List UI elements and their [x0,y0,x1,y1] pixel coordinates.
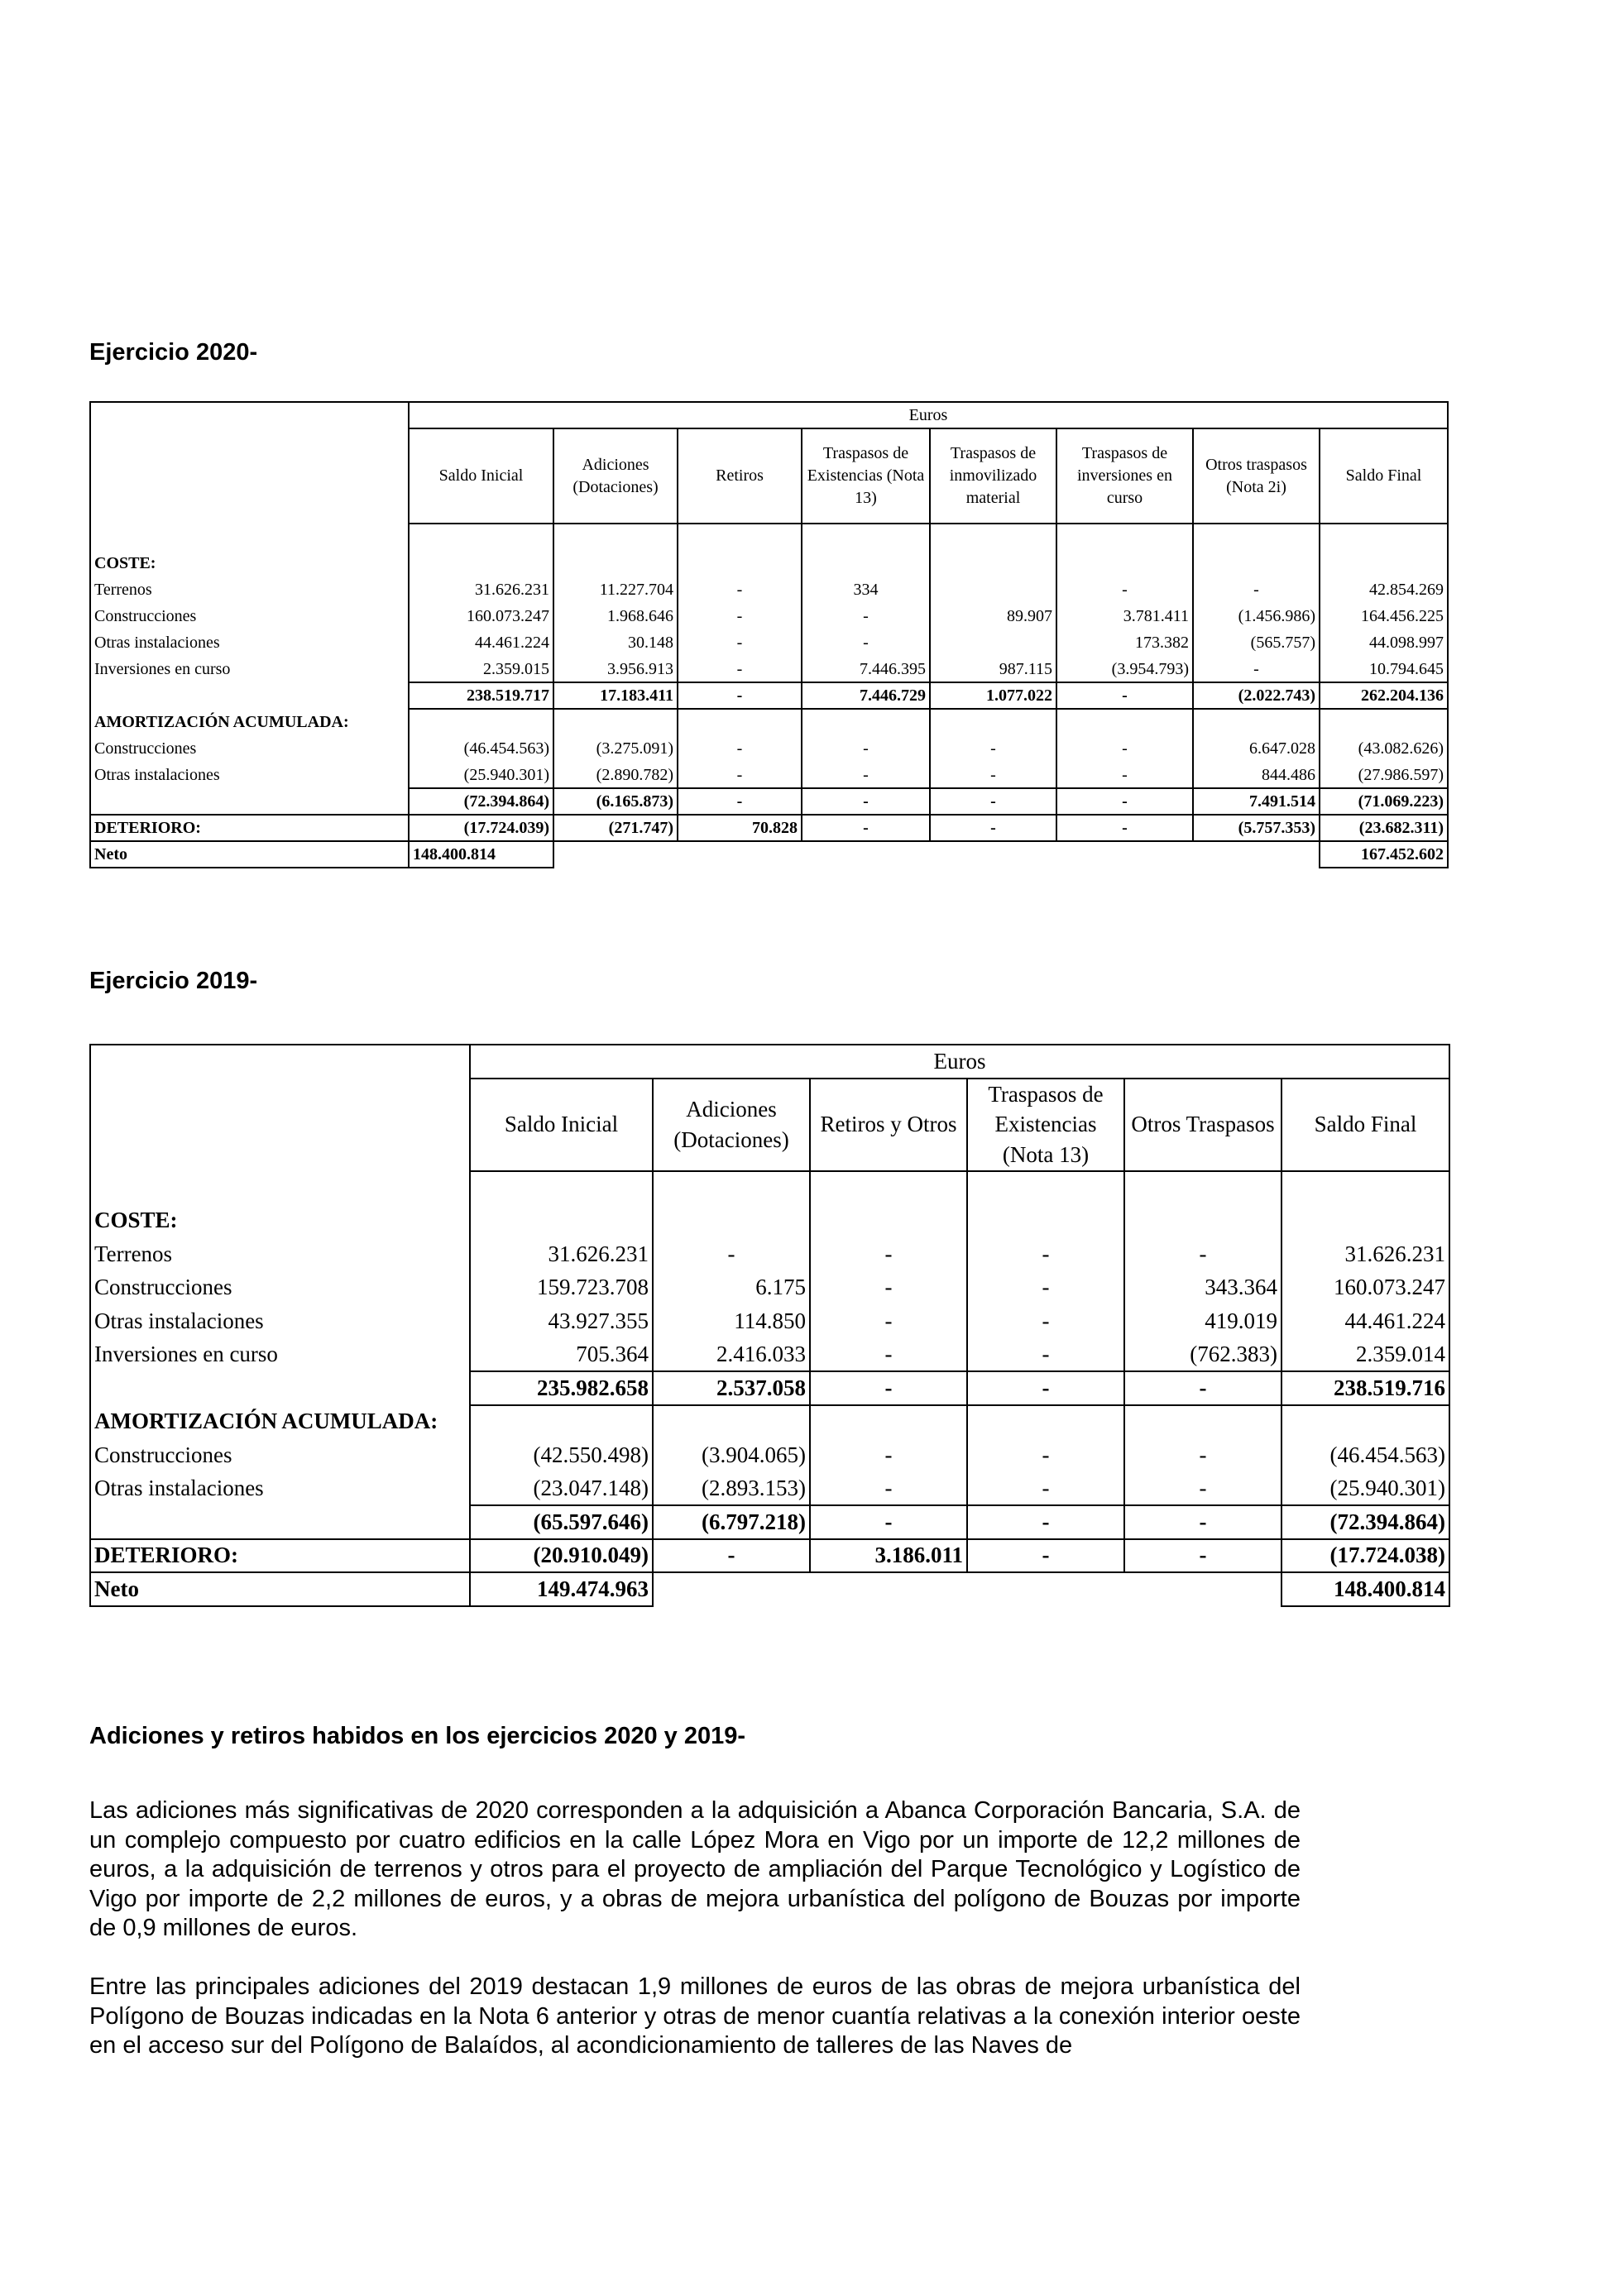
total-cell: - [810,1371,967,1405]
total-cell: - [1056,788,1193,815]
cell: - [967,1338,1124,1372]
row-label: Otras instalaciones [90,629,409,656]
table-row [90,1438,1449,1472]
col-header: Traspasos de Existencias (Nota 13) [802,428,930,524]
row-label: Inversiones en curso [90,656,409,682]
cell: - [810,1472,967,1506]
table-row [90,1237,1449,1271]
cell: 3.956.913 [553,656,678,682]
cell: 419.019 [1124,1304,1281,1338]
table-row [90,1472,1449,1506]
cell: - [1056,735,1193,762]
col-header: Retiros y Otros [810,1079,967,1171]
amort-total-row [90,788,1448,815]
additions-paragraph-2020 [89,1796,1301,1944]
total-cell: - [930,788,1056,815]
neto-row [90,1572,1449,1606]
cell: - [653,1237,810,1271]
cell: (20.910.049) [470,1539,653,1573]
cell: - [1124,1472,1281,1506]
currency-header: Euros [409,402,1448,428]
total-cell: 1.077.022 [930,682,1056,709]
row-label: Neto [90,1572,470,1606]
col-header: Adiciones (Dotaciones) [553,428,678,524]
table-row [90,1338,1449,1372]
paragraph: Entre las principales adiciones del 2019 destacan 1,9 millones de euros de las obras de mejora urbanística del Polígono de Bouzas indicadas en la Nota 6 anterior y otras de menor cuantía relativas a la conexión interior oeste en el acceso sur del Polígono de Balaídos, al acondicionamiento de talleres de las Naves de [89,1973,1301,2059]
row-label: DETERIORO: [90,1539,470,1573]
col-header: Otros Traspasos [1124,1079,1281,1171]
cell: - [1056,576,1193,603]
col-header: Saldo Inicial [409,428,553,524]
cell: - [810,1304,967,1338]
cell: 44.461.224 [1281,1304,1449,1338]
cell: (762.383) [1124,1338,1281,1372]
cell: (2.893.153) [653,1472,810,1506]
cell: 31.626.231 [409,576,553,603]
cell: (2.890.782) [553,762,678,788]
cell: (17.724.039) [409,815,553,841]
table-row [90,603,1448,629]
total-cell: - [678,682,802,709]
cell: - [802,603,930,629]
table-row [90,629,1448,656]
cell: (3.954.793) [1056,656,1193,682]
additions-title: Adiciones y retiros habidos en los ejercicios 2020 y 2019- [89,1723,746,1749]
cell: 705.364 [470,1338,653,1372]
total-cell: - [810,1505,967,1539]
additions-paragraph-2019 [89,1973,1301,2061]
currency-header: Euros [470,1045,1449,1079]
cell: 160.073.247 [409,603,553,629]
col-header: Traspasos de inmovilizado material [930,428,1056,524]
cell: - [967,1304,1124,1338]
cell: 148.400.814 [409,841,553,868]
cell: (23.682.311) [1320,815,1448,841]
table-2020 [89,401,1449,868]
row-label: Neto [90,841,409,868]
cell: 6.647.028 [1193,735,1320,762]
table-2019 [89,1044,1450,1607]
deterioro-row [90,815,1448,841]
total-cell: (65.597.646) [470,1505,653,1539]
cell: (5.757.353) [1193,815,1320,841]
total-cell: (72.394.864) [409,788,553,815]
section-2020-title: Ejercicio 2020- [89,339,258,366]
cell: (565.757) [1193,629,1320,656]
cell: - [1124,1237,1281,1271]
col-header: Saldo Final [1320,428,1448,524]
cell: (17.724.038) [1281,1539,1449,1573]
paragraph: Las adiciones más significativas de 2020 corresponden a la adquisición a Abanca Corporación Bancaria, S.A. de un complejo compuesto por cuatro edificios en la calle López Mora en Vigo por un importe de 12,2 millones de euros, a la adquisición de terrenos y otros para el proyecto de ampliación del Parque Tecnológico y Logístico de Vigo por importe de 2,2 millones de euros, y a obras de mejora urbanística del polígono de Bouzas por importe de 0,9 millones de euros. [89,1797,1301,1941]
total-cell: 7.491.514 [1193,788,1320,815]
cell: 11.227.704 [553,576,678,603]
cell: 334 [802,576,930,603]
col-header: Saldo Inicial [470,1079,653,1171]
cell: - [967,1271,1124,1305]
cell: 31.626.231 [1281,1237,1449,1271]
total-cell: 238.519.716 [1281,1371,1449,1405]
cell: (27.986.597) [1320,762,1448,788]
cell: 2.359.015 [409,656,553,682]
deterioro-row [90,1539,1449,1573]
cell: - [678,603,802,629]
cell: - [1056,815,1193,841]
cell: 987.115 [930,656,1056,682]
col-header: Otros traspasos (Nota 2i) [1193,428,1320,524]
total-cell: - [967,1371,1124,1405]
cell: 3.781.411 [1056,603,1193,629]
row-label: Construcciones [90,1438,470,1472]
cell: - [1193,656,1320,682]
cell: 173.382 [1056,629,1193,656]
cell: - [930,735,1056,762]
total-cell: (6.165.873) [553,788,678,815]
cell: 10.794.645 [1320,656,1448,682]
cell: (46.454.563) [1281,1438,1449,1472]
cell: 2.416.033 [653,1338,810,1372]
col-header: Traspasos de inversiones en curso [1056,428,1193,524]
table-row [90,1304,1449,1338]
cell: 30.148 [553,629,678,656]
cell: - [930,762,1056,788]
total-cell: - [967,1505,1124,1539]
cell: - [967,1539,1124,1573]
cell: (23.047.148) [470,1472,653,1506]
cell: - [653,1539,810,1573]
cell: 159.723.708 [470,1271,653,1305]
cell: - [1124,1438,1281,1472]
section-2019-title: Ejercicio 2019- [89,968,258,994]
cell: 3.186.011 [810,1539,967,1573]
cell: (25.940.301) [1281,1472,1449,1506]
cell: 2.359.014 [1281,1338,1449,1372]
cell: (1.456.986) [1193,603,1320,629]
total-cell: - [678,788,802,815]
amort-total-row [90,1505,1449,1539]
cell: 148.400.814 [1281,1572,1449,1606]
coste-total-row [90,1371,1449,1405]
total-cell: 7.446.729 [802,682,930,709]
header-blank [90,1045,470,1204]
cell: - [802,629,930,656]
cell: (3.275.091) [553,735,678,762]
col-header: Retiros [678,428,802,524]
total-cell: - [1124,1505,1281,1539]
cell: - [678,629,802,656]
coste-label: COSTE: [90,1204,470,1238]
table-row [90,656,1448,682]
cell: (25.940.301) [409,762,553,788]
cell: - [802,815,930,841]
cell: - [1056,762,1193,788]
table-row [90,735,1448,762]
cell: - [967,1237,1124,1271]
cell: 160.073.247 [1281,1271,1449,1305]
cell: 167.452.602 [1320,841,1448,868]
coste-label: COSTE: [90,550,409,576]
row-label: Inversiones en curso [90,1338,470,1372]
row-label: Terrenos [90,576,409,603]
total-cell: (6.797.218) [653,1505,810,1539]
cell: - [802,735,930,762]
total-cell: - [1124,1371,1281,1405]
neto-row [90,841,1448,868]
total-cell: 262.204.136 [1320,682,1448,709]
header-blank [90,402,409,550]
cell: 1.968.646 [553,603,678,629]
cell: 7.446.395 [802,656,930,682]
table-row [90,762,1448,788]
row-label: Otras instalaciones [90,1472,470,1506]
total-cell: (71.069.223) [1320,788,1448,815]
table-row [90,576,1448,603]
col-header: Adiciones (Dotaciones) [653,1079,810,1171]
row-label: Otras instalaciones [90,1304,470,1338]
table-row [90,1271,1449,1305]
cell: - [678,735,802,762]
cell: - [678,576,802,603]
total-cell: (72.394.864) [1281,1505,1449,1539]
row-label: DETERIORO: [90,815,409,841]
cell: - [678,762,802,788]
cell: 149.474.963 [470,1572,653,1606]
cell: (43.082.626) [1320,735,1448,762]
cell: 44.461.224 [409,629,553,656]
cell: (46.454.563) [409,735,553,762]
cell [930,629,1056,656]
cell: 89.907 [930,603,1056,629]
cell: - [930,815,1056,841]
cell: 844.486 [1193,762,1320,788]
total-cell: 238.519.717 [409,682,553,709]
cell: 70.828 [678,815,802,841]
amort-label: AMORTIZACIÓN ACUMULADA: [90,1405,470,1439]
cell: 42.854.269 [1320,576,1448,603]
coste-total-row [90,682,1448,709]
total-cell: - [1056,682,1193,709]
cell: 343.364 [1124,1271,1281,1305]
amort-label: AMORTIZACIÓN ACUMULADA: [90,709,409,735]
cell: (42.550.498) [470,1438,653,1472]
cell: - [678,656,802,682]
cell: - [967,1438,1124,1472]
cell: 43.927.355 [470,1304,653,1338]
cell: 164.456.225 [1320,603,1448,629]
row-label: Construcciones [90,1271,470,1305]
cell: - [1124,1539,1281,1573]
row-label: Construcciones [90,603,409,629]
cell: (271.747) [553,815,678,841]
total-cell: - [802,788,930,815]
cell: 44.098.997 [1320,629,1448,656]
row-label: Terrenos [90,1237,470,1271]
col-header: Saldo Final [1281,1079,1449,1171]
total-cell: 235.982.658 [470,1371,653,1405]
cell: (3.904.065) [653,1438,810,1472]
cell: - [1193,576,1320,603]
cell: 114.850 [653,1304,810,1338]
cell: - [810,1438,967,1472]
total-cell: (2.022.743) [1193,682,1320,709]
cell [930,576,1056,603]
cell: - [810,1338,967,1372]
cell: 31.626.231 [470,1237,653,1271]
cell: - [802,762,930,788]
total-cell: 17.183.411 [553,682,678,709]
cell: - [810,1271,967,1305]
col-header: Traspasos de Existencias (Nota 13) [967,1079,1124,1171]
cell: - [810,1237,967,1271]
cell: - [967,1472,1124,1506]
total-cell: 2.537.058 [653,1371,810,1405]
row-label: Construcciones [90,735,409,762]
row-label: Otras instalaciones [90,762,409,788]
cell: 6.175 [653,1271,810,1305]
